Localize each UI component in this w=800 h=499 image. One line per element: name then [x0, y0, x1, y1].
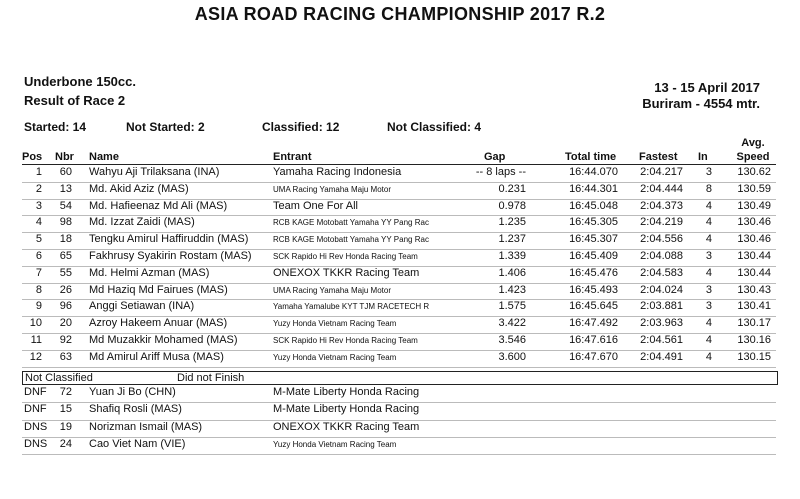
row-divider	[22, 316, 776, 317]
cell-entrant: Yamaha Yamalube KYT TJM RACETECH R	[273, 302, 430, 312]
col-total-time: Total time	[565, 151, 617, 163]
row-divider	[22, 299, 776, 300]
cell-name: Fakhrusy Syakirin Rostam (MAS)	[89, 250, 252, 262]
cell-gap: -- 8 laps --	[475, 166, 526, 178]
cell-nbr: 15	[59, 403, 72, 416]
cell-total-time: 16:44.301	[569, 182, 618, 195]
cell-total-time: 16:47.492	[569, 317, 618, 330]
cell-nbr: 98	[59, 216, 72, 229]
cell-name: Tengku Amirul Haffiruddin (MAS)	[89, 233, 249, 246]
cell-speed: 130.17	[737, 317, 771, 330]
cell-speed: 130.46	[737, 216, 771, 229]
row-divider	[22, 199, 776, 200]
cell-in: 3	[705, 300, 712, 313]
cell-nbr: 63	[59, 350, 72, 363]
cell-pos: 11	[30, 334, 42, 346]
cell-entrant: Yuzy Honda Vietnam Racing Team	[273, 439, 397, 449]
cell-status: DNS	[24, 420, 48, 433]
cell-fastest: 2:03.881	[640, 300, 683, 313]
class-name: Underbone 150cc.	[24, 74, 136, 89]
cell-gap: 1.406	[498, 266, 526, 279]
cell-nbr: 20	[59, 317, 72, 330]
cell-total-time: 16:45.307	[569, 233, 618, 246]
cell-status: DNF	[24, 403, 47, 416]
cell-in: 3	[705, 283, 712, 296]
cell-speed: 130.41	[737, 300, 771, 313]
cell-name: Shafiq Rosli (MAS)	[89, 403, 182, 416]
cell-in: 4	[705, 317, 712, 330]
cell-name: Md. Hafieenaz Md Ali (MAS)	[89, 199, 228, 212]
cell-pos: 2	[35, 182, 42, 195]
cell-gap: 0.231	[498, 182, 526, 195]
cell-name: Md. Helmi Azman (MAS)	[89, 266, 210, 279]
cell-entrant: M-Mate Liberty Honda Racing	[273, 386, 420, 398]
cell-entrant: Yamaha Racing Indonesia	[273, 166, 402, 178]
row-divider	[22, 402, 776, 403]
cell-in: 4	[705, 334, 712, 346]
cell-fastest: 2:04.583	[640, 266, 683, 279]
not-classified-box	[22, 371, 778, 385]
cell-nbr: 13	[59, 182, 72, 195]
cell-entrant: ONEXOX TKKR Racing Team	[273, 266, 420, 279]
col-gap: Gap	[484, 151, 506, 163]
cell-fastest: 2:03.963	[640, 317, 683, 330]
cell-speed: 130.43	[737, 283, 771, 296]
cell-nbr: 96	[59, 300, 72, 313]
cell-speed: 130.49	[737, 199, 771, 212]
cell-in: 4	[705, 216, 712, 229]
cell-status: DNF	[24, 386, 47, 398]
not-classified-label: Not Classified	[25, 372, 93, 384]
col-nbr: Nbr	[55, 151, 74, 163]
row-divider	[22, 454, 776, 455]
cell-entrant: Yuzy Honda Vietnam Racing Team	[273, 352, 397, 362]
cell-gap: 3.546	[498, 334, 526, 346]
cell-gap: 1.237	[498, 233, 526, 246]
row-divider	[22, 367, 776, 368]
cell-name: Azroy Hakeem Anuar (MAS)	[89, 317, 228, 330]
cell-pos: 4	[35, 216, 42, 229]
col-pos: Pos	[22, 151, 43, 163]
document-title: ASIA ROAD RACING CHAMPIONSHIP 2017 R.2	[194, 4, 606, 24]
cell-total-time: 16:45.048	[569, 199, 618, 212]
cell-speed: 130.44	[737, 250, 771, 262]
col-name: Name	[89, 151, 119, 163]
event-venue: Buriram - 4554 mtr.	[642, 96, 760, 111]
cell-in: 4	[705, 199, 712, 212]
cell-name: Md Muzakkir Mohamed (MAS)	[89, 334, 238, 346]
cell-gap: 1.575	[498, 300, 526, 313]
cell-nbr: 92	[59, 334, 72, 346]
cell-in: 3	[705, 250, 712, 262]
cell-fastest: 2:04.219	[640, 216, 683, 229]
cell-name: Wahyu Aji Trilaksana (INA)	[89, 166, 220, 178]
cell-fastest: 2:04.556	[640, 233, 683, 246]
cell-total-time: 16:47.670	[569, 350, 618, 363]
started-count: Started: 14	[24, 120, 87, 134]
cell-fastest: 2:04.561	[640, 334, 683, 346]
cell-gap: 1.423	[498, 283, 526, 296]
cell-gap: 3.600	[498, 350, 526, 363]
cell-entrant: SCK Rapido Hi Rev Honda Racing Team	[273, 252, 418, 261]
cell-in: 3	[705, 166, 712, 178]
row-divider	[22, 266, 776, 267]
cell-pos: 7	[35, 266, 42, 279]
col-speed: Speed	[736, 151, 770, 163]
classified-count: Classified: 12	[262, 120, 340, 134]
cell-in: 4	[705, 233, 712, 246]
cell-name: Md. Akid Aziz (MAS)	[89, 182, 189, 195]
cell-speed: 130.62	[737, 166, 771, 178]
cell-nbr: 54	[59, 199, 72, 212]
cell-total-time: 16:45.476	[569, 266, 618, 279]
cell-entrant: RCB KAGE Motobatt Yamaha YY Pang Rac	[273, 235, 429, 245]
cell-fastest: 2:04.088	[640, 250, 683, 262]
cell-total-time: 16:44.070	[569, 166, 618, 178]
cell-gap: 1.235	[498, 216, 526, 229]
result-name: Result of Race 2	[24, 93, 126, 108]
cell-total-time: 16:45.493	[569, 283, 618, 296]
cell-pos: 1	[35, 166, 42, 178]
cell-pos: 6	[35, 250, 42, 262]
col-fastest: Fastest	[639, 151, 678, 163]
cell-gap: 3.422	[498, 317, 526, 330]
cell-speed: 130.59	[737, 182, 771, 195]
cell-name: Norizman Ismail (MAS)	[89, 420, 203, 433]
cell-entrant: SCK Rapido Hi Rev Honda Racing Team	[273, 336, 418, 345]
cell-nbr: 65	[59, 250, 72, 262]
cell-name: Md Amirul Ariff Musa (MAS)	[89, 350, 224, 363]
cell-name: Anggi Setiawan (INA)	[89, 300, 195, 313]
row-divider	[22, 283, 776, 284]
cell-fastest: 2:04.491	[640, 350, 683, 363]
cell-name: Md Haziq Md Fairues (MAS)	[89, 283, 228, 296]
cell-pos: 5	[35, 233, 42, 246]
row-divider	[22, 249, 776, 250]
cell-entrant: Yuzy Honda Vietnam Racing Team	[273, 319, 397, 329]
cell-entrant: UMA Racing Yamaha Maju Motor	[273, 184, 391, 194]
cell-fastest: 2:04.444	[640, 182, 683, 195]
row-divider	[22, 215, 776, 216]
cell-name: Md. Izzat Zaidi (MAS)	[89, 216, 195, 229]
cell-nbr: 18	[59, 233, 72, 246]
cell-total-time: 16:45.645	[569, 300, 618, 313]
cell-pos: 8	[35, 283, 42, 296]
not-started-count: Not Started: 2	[126, 120, 205, 134]
cell-nbr: 19	[59, 420, 72, 433]
cell-total-time: 16:47.616	[569, 334, 618, 346]
cell-nbr: 60	[59, 166, 72, 178]
cell-speed: 130.44	[737, 266, 771, 279]
cell-entrant: UMA Racing Yamaha Maju Motor	[273, 285, 391, 295]
cell-fastest: 2:04.373	[640, 199, 683, 212]
cell-name: Yuan Ji Bo (CHN)	[89, 386, 176, 398]
col-avg: Avg.	[741, 137, 765, 149]
row-divider	[22, 350, 776, 351]
cell-entrant: RCB KAGE Motobatt Yamaha YY Pang Rac	[273, 218, 429, 228]
cell-nbr: 55	[59, 266, 72, 279]
cell-nbr: 26	[59, 283, 72, 296]
cell-entrant: Team One For All	[273, 199, 358, 212]
cell-name: Cao Viet Nam (VIE)	[89, 437, 186, 450]
not-classified-count: Not Classified: 4	[387, 120, 482, 134]
cell-entrant: M-Mate Liberty Honda Racing	[273, 403, 420, 416]
cell-nbr: 72	[59, 386, 72, 398]
cell-speed: 130.46	[737, 233, 771, 246]
cell-in: 4	[705, 350, 712, 363]
cell-pos: 9	[35, 300, 42, 313]
cell-speed: 130.15	[737, 350, 771, 363]
event-date: 13 - 15 April 2017	[654, 80, 760, 95]
row-divider	[22, 333, 776, 334]
col-entrant: Entrant	[273, 151, 312, 163]
cell-speed: 130.16	[737, 334, 771, 346]
row-divider	[22, 420, 776, 421]
cell-status: DNS	[24, 437, 48, 450]
cell-fastest: 2:04.217	[640, 166, 683, 178]
cell-total-time: 16:45.305	[569, 216, 618, 229]
cell-in: 8	[705, 182, 712, 195]
cell-fastest: 2:04.024	[640, 283, 683, 296]
cell-pos: 12	[29, 350, 42, 363]
cell-pos: 10	[29, 317, 42, 330]
cell-nbr: 24	[59, 437, 72, 450]
cell-gap: 1.339	[498, 250, 526, 262]
col-in: In	[698, 151, 708, 163]
row-divider	[22, 232, 776, 233]
not-classified-reason: Did not Finish	[177, 372, 245, 384]
row-divider	[22, 182, 776, 183]
cell-gap: 0.978	[498, 199, 526, 212]
row-divider	[22, 437, 776, 438]
cell-entrant: ONEXOX TKKR Racing Team	[273, 420, 420, 433]
cell-total-time: 16:45.409	[569, 250, 618, 262]
header-rule	[22, 164, 776, 165]
cell-pos: 3	[35, 199, 42, 212]
cell-in: 4	[705, 266, 712, 279]
